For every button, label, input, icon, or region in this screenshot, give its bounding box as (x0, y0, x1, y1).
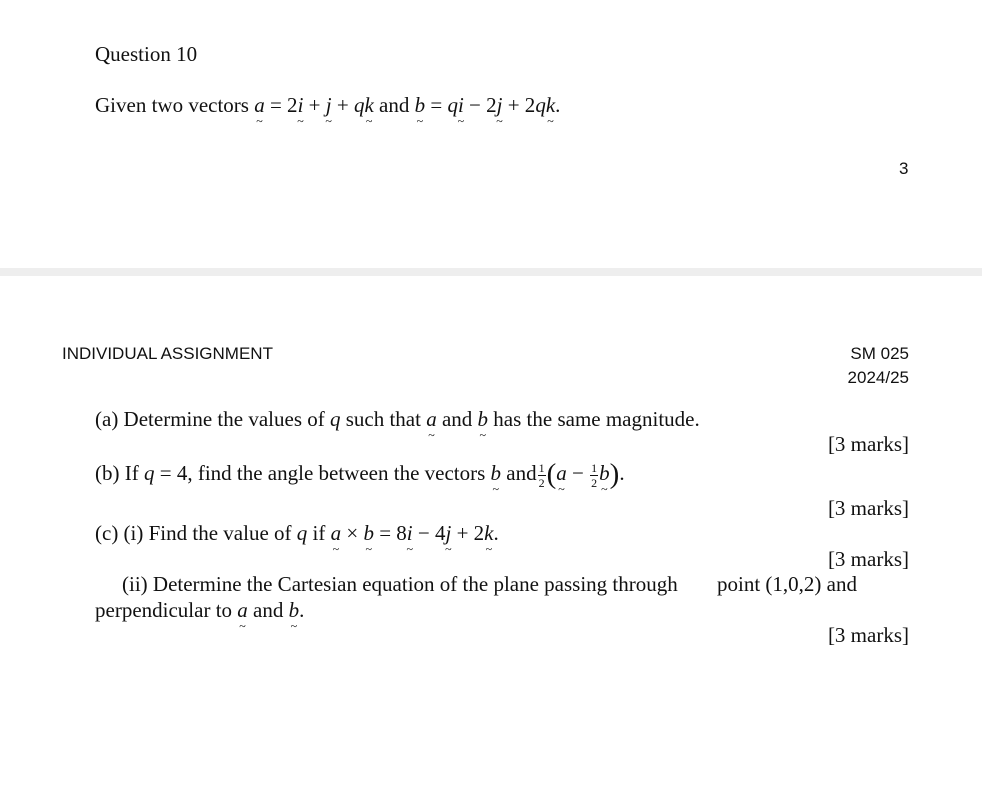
part-c1-text-2: if (312, 521, 326, 545)
part-c2-line-1: (ii) Determine the Cartesian equation of the plane passing through (122, 572, 678, 596)
part-a-text-1: (a) Determine the values of (95, 407, 325, 431)
fraction-one-half-inner: $\frac{1}{2}$ (591, 460, 598, 490)
part-a-question: (a) Determine the values of q such that a ~ and b ~ has the same magnitude. (95, 409, 700, 430)
part-b-text-3: and (506, 461, 537, 485)
header-course-code: SM 025 (850, 344, 909, 363)
part-c2-line-2: perpendicular to a ~ and b ~. (95, 600, 304, 621)
part-c1-text-1: (c) (i) Find the value of (95, 521, 292, 545)
vector-b-definition: b ~ = qi ~ − 2j ~ + 2qk ~. (415, 93, 561, 117)
part-c2-text-2: perpendicular to (95, 598, 233, 622)
page-number: 3 (899, 159, 909, 178)
part-b-marks: [3 marks] (827, 496, 909, 520)
part-c2-marks: [3 marks] (827, 623, 909, 647)
question-title: Question 10 (95, 42, 198, 66)
part-a-text-4: has the same magnitude. (493, 407, 700, 431)
part-a-text-3: and (441, 407, 473, 431)
intro-text: Given two vectors (95, 93, 249, 117)
part-c2-point: point (1,0,2) and (717, 572, 857, 596)
part-c1-marks: [3 marks] (827, 547, 909, 571)
header-left: INDIVIDUAL ASSIGNMENT (62, 344, 273, 363)
cross-product-rhs: = 8 (379, 521, 407, 545)
vectors-definition (95, 95, 560, 116)
part-c1-question: (c) (i) Find the value of q if a ~ × b ~ = 8i ~ − 4j ~ + 2k ~. (95, 523, 499, 544)
header-session: 2024/25 (847, 368, 909, 387)
vector-a-definition: a ~ = 2i ~ + j ~ + qk ~ (254, 93, 374, 117)
page-separator (0, 268, 982, 276)
part-c2-and: and (253, 598, 284, 622)
intro-and: and (379, 93, 410, 117)
part-b-text-1: (b) If (95, 461, 139, 485)
part-b-question: (b) If q = 4, find the angle between the vectors b ~ and $\frac{1}{2}$ (a ~ − $\frac{1}{2}$ b ~). (95, 460, 625, 489)
part-b-text-2: = 4, find the angle between the vectors (159, 461, 486, 485)
part-a-marks: [3 marks] (827, 432, 909, 456)
fraction-one-half: $\frac{1}{2}$ (538, 460, 545, 490)
part-a-text-2: such that (345, 407, 421, 431)
